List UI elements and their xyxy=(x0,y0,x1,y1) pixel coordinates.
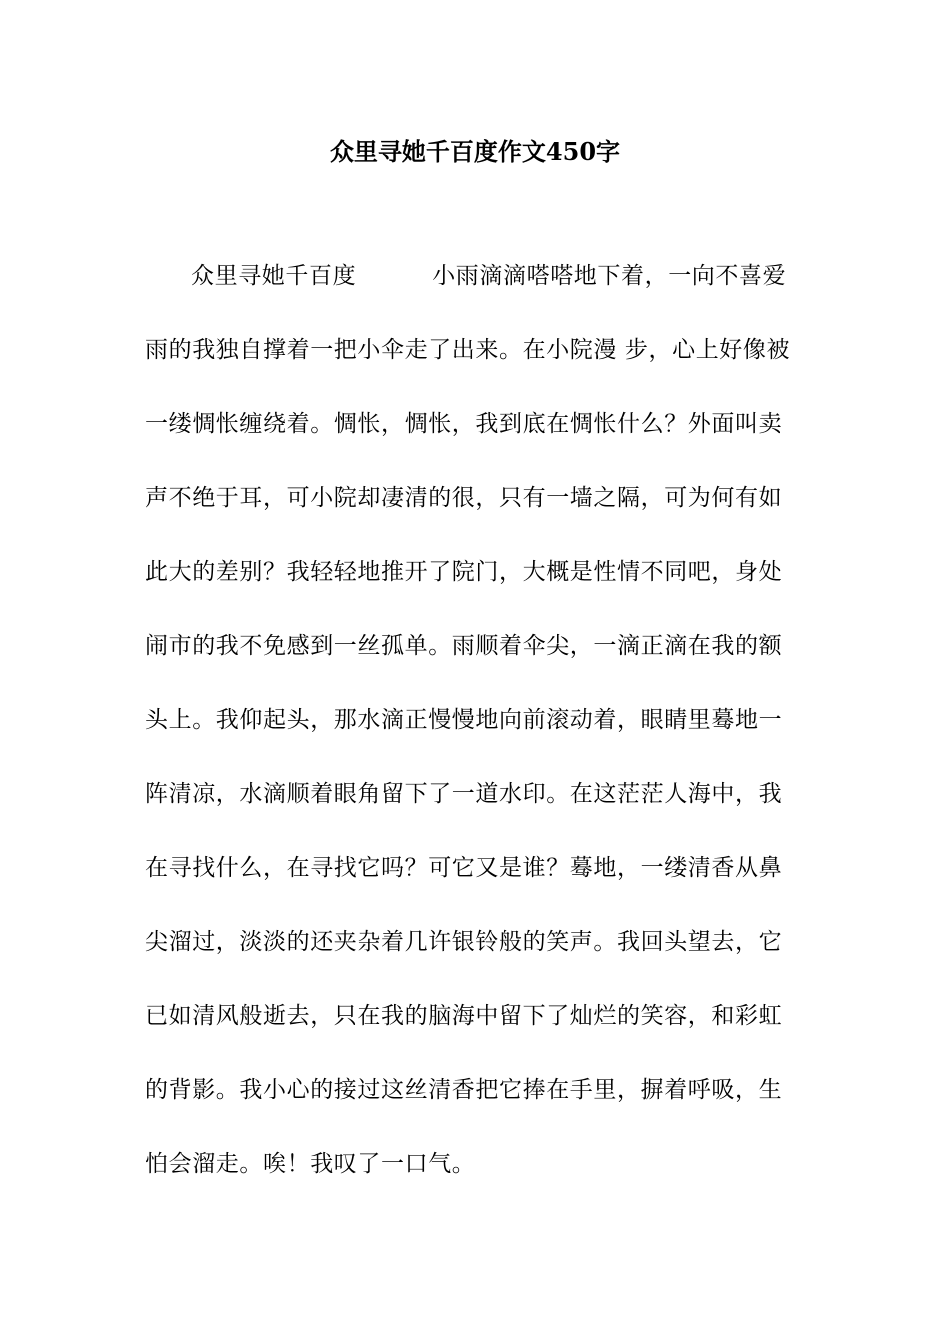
paragraph-line-2: 雨的我独自撑着一把小伞走了出来。在小院漫 步，心上好像被 xyxy=(145,337,791,363)
paragraph-line-3: 一缕惆怅缠绕着。惆怅，惆怅，我到底在惆怅什么？外面叫卖 xyxy=(145,411,783,437)
document-body xyxy=(145,256,805,1218)
paragraph-line-5: 此大的差别？我轻轻地推开了院门，大概是性情不同吧，身处 xyxy=(145,559,783,585)
paragraph-line-7: 头上。我仰起头，那水滴正慢慢地向前滚动着，眼睛里蓦地一 xyxy=(145,707,783,733)
paragraph-line-11: 已如清风般逝去，只在我的脑海中留下了灿烂的笑容，和彩虹 xyxy=(145,1003,783,1029)
paragraph-line-8: 阵清凉，水滴顺着眼角留下了一道水印。在这茫茫人海中，我 xyxy=(145,781,783,807)
paragraph-line-4: 声不绝于耳，可小院却凄清的很，只有一墙之隔，可为何有如 xyxy=(145,485,783,511)
paragraph-line-6: 闹市的我不免感到一丝孤单。雨顺着伞尖，一滴正滴在我的额 xyxy=(145,633,783,659)
paragraph-line-10: 尖溜过，淡淡的还夹杂着几许银铃般的笑声。我回头望去，它 xyxy=(145,929,783,955)
inline-heading: 众里寻她千百度 xyxy=(191,263,357,289)
document-title: 众里寻她千百度作文450字 xyxy=(329,137,621,166)
paragraph-line-9: 在寻找什么，在寻找它吗？可它又是谁？蓦地，一缕清香从鼻 xyxy=(145,855,783,881)
paragraph-line-12: 的背影。我小心的接过这丝清香把它捧在手里，摒着呼吸，生 xyxy=(145,1077,783,1103)
line-text: 小雨滴滴嗒嗒地下着，一向不喜爱 xyxy=(432,263,787,289)
paragraph-line-1 xyxy=(145,256,805,330)
paragraph-line-13: 怕会溜走。唉！我叹了一口气。 xyxy=(145,1151,476,1177)
